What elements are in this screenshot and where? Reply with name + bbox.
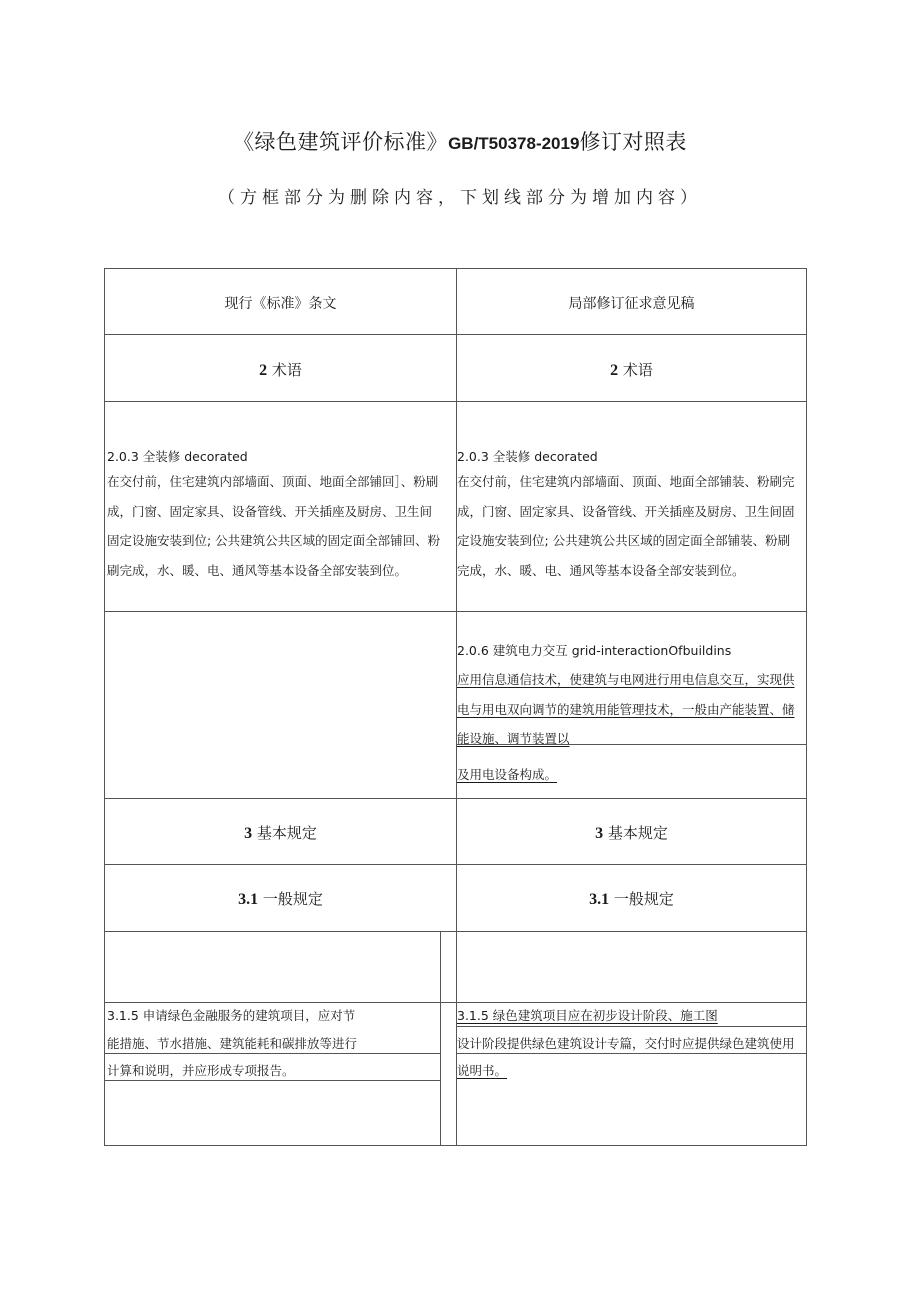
header-revision-draft: 局部修订征求意见稿 [568,296,695,312]
added-clause-line: 3.1.5 绿色建筑项目应在初步设计阶段、施工图 [457,1008,718,1023]
clause-body-right [457,467,795,585]
row-divider [105,401,806,402]
deleted-clause-line: 3.1.5 申请绿色金融服务的建筑项目，应对节 [107,1008,356,1023]
section-number: 2 [259,362,268,379]
added-clause-term: 2.0.6 建筑电力交互 grid-interactionOfbuildins [457,643,732,658]
subsection-heading-right [457,888,806,909]
document-title [0,126,920,156]
deleted-clause-line: 能措施、节水措施、建筑能耗和碳排放等进行 [107,1036,358,1051]
section-number: 3.1 [238,891,259,908]
added-clause-body [457,665,795,754]
section-heading-left [105,359,456,380]
section-title: 一般规定 [262,890,323,908]
row-divider [105,1053,441,1054]
section-number: 3.1 [589,891,610,908]
text-line: 固定设施安装到位; 公共建筑公共区域的固定面全部铺回、粉 [107,533,441,548]
text-line: 应用信息通信技术，使建筑与电网进行用电信息交互，实现供 [457,672,795,687]
section-heading-left [105,822,456,843]
text-line: 刷完成，水、暖、电、通风等基本设备全部安装到位。 [107,562,408,578]
text-line: 电与用电双向调节的建筑用能管理技术，一般由产能装置、储 [457,701,795,717]
revision-comparison-table [104,268,807,1146]
section-title: 一般规定 [613,890,674,908]
section-number: 3 [244,825,253,842]
row-divider [105,334,806,335]
row-divider [457,1053,806,1054]
text-line: 成，门窗、固定家具、设备管线、开关插座及厨房、卫生间固 [457,503,795,519]
section-title: 术语 [271,361,302,379]
section-title: 基本规定 [256,824,317,842]
header-current-standard: 现行《标准》条文 [224,296,337,312]
clause-body-left [107,467,440,585]
text-line: 能设施、调节装置以 [457,731,570,746]
row-divider [457,1002,806,1003]
clause-term-right: 2.0.3 全装修 decorated [457,449,598,464]
deleted-clause-line: 计算和说明，并应形成专项报告。 [107,1063,295,1078]
text-line: 在交付前，住宅建筑内部墙面、顶面、地面全部铺回］、粉刷 [107,474,439,489]
row-divider [105,864,806,865]
text-line: 定设施安装到位; 公共建筑公共区域的固定面全部铺装、粉刷 [457,533,791,548]
text-line: 成，门窗、固定家具、设备管线、开关插座及厨房、卫生间 [107,503,433,519]
title-part1: 《绿色建筑评价标准》 [233,130,449,154]
text-line: 在交付前，住宅建筑内部墙面、顶面、地面全部铺装、粉刷完 [457,474,795,489]
section-number: 3 [595,825,604,842]
text-line: 完成，水、暖、电、通风等基本设备全部安装到位。 [457,562,745,578]
title-part2: 修订对照表 [579,130,687,154]
added-clause-tail: 及用电设备构成。 [457,767,558,782]
section-heading-right [457,822,806,843]
row-divider [105,798,806,799]
row-divider [457,1026,806,1027]
section-heading-right [457,359,806,380]
row-divider [105,611,806,612]
added-clause-line: 设计阶段提供绿色建筑设计专篇，交付时应提供绿色建筑使用 [457,1036,795,1051]
row-divider [105,1080,441,1081]
added-clause-line: 说明书。 [457,1063,508,1078]
clause-term-left: 2.0.3 全装修 decorated [107,449,248,464]
row-divider [105,931,806,932]
document-subtitle: （方框部分为删除内容，下划线部分为增加内容） [218,188,702,208]
row-divider [105,1002,456,1003]
subsection-heading-left [105,888,456,909]
inner-divider [440,931,441,1145]
section-number: 2 [610,362,619,379]
section-title: 基本规定 [607,824,668,842]
section-title: 术语 [622,361,653,379]
title-standard-code: GB/T50378-2019 [448,134,580,153]
